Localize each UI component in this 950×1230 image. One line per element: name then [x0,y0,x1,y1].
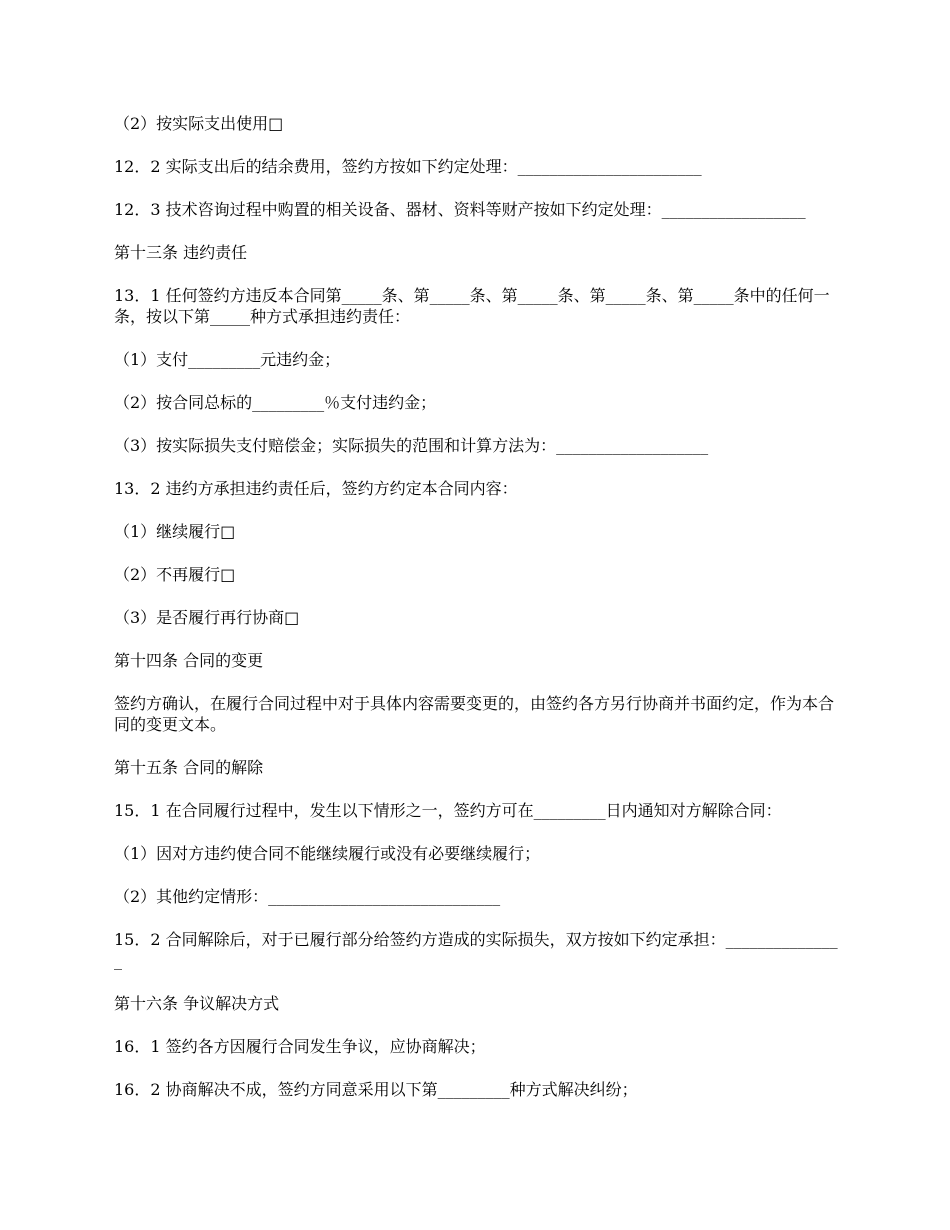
paragraph-13-2-option-2: （2）不再履行□ [114,565,236,584]
paragraph-12-3: 12．3 技术咨询过程中购置的相关设备、器材、资料等财产按如下约定处理：__________________ [114,200,806,219]
paragraph-13-1: 13．1 任何签约方违反本合同第_____条、第_____条、第_____条、第_____条、第_____条中的任何一条，按以下第_____种方式承担违约责任： [114,286,830,326]
paragraph-actual-expense-use: （2）按实际支出使用□ [114,114,284,133]
paragraph-15-2: 15．2 合同解除后，对于已履行部分给签约方造成的实际损失，双方按如下约定承担：_______________ [114,930,838,970]
paragraph-13-1-option-1: （1）支付_________元违约金； [114,350,341,369]
paragraph-13-1-option-3: （3）按实际损失支付赔偿金；实际损失的范围和计算方法为：___________________ [114,436,709,455]
article-13-heading: 第十三条 违约责任 [114,243,248,262]
paragraph-16-2: 16．2 协商解决不成，签约方同意采用以下第_________种方式解决纠纷； [114,1080,638,1099]
article-15-heading: 第十五条 合同的解除 [114,758,264,777]
paragraph-13-2: 13．2 违约方承担违约责任后，签约方约定本合同内容： [114,479,518,498]
paragraph-12-2: 12．2 实际支出后的结余费用，签约方按如下约定处理：_______________________ [114,157,702,176]
paragraph-15-1: 15．1 在合同履行过程中，发生以下情形之一，签约方可在_________日内通知对方解除合同： [114,801,782,820]
paragraph-15-1-option-1: （1）因对方违约使合同不能继续履行或没有必要继续履行； [114,844,541,863]
paragraph-13-1-option-2: （2）按合同总标的_________％支付违约金； [114,393,437,412]
article-16-heading: 第十六条 争议解决方式 [114,994,280,1013]
article-14-heading: 第十四条 合同的变更 [114,651,264,670]
paragraph-16-1: 16．1 签约各方因履行合同发生争议，应协商解决； [114,1037,486,1056]
paragraph-14-body: 签约方确认，在履行合同过程中对于具体内容需要变更的，由签约各方另行协商并书面约定，作为本合同的变更文本。 [114,694,835,734]
document-page [114,113,838,1122]
paragraph-13-2-option-1: （1）继续履行□ [114,522,236,541]
paragraph-13-2-option-3: （3）是否履行再行协商□ [114,608,300,627]
paragraph-15-1-option-2: （2）其他约定情形：_____________________________ [114,887,501,906]
